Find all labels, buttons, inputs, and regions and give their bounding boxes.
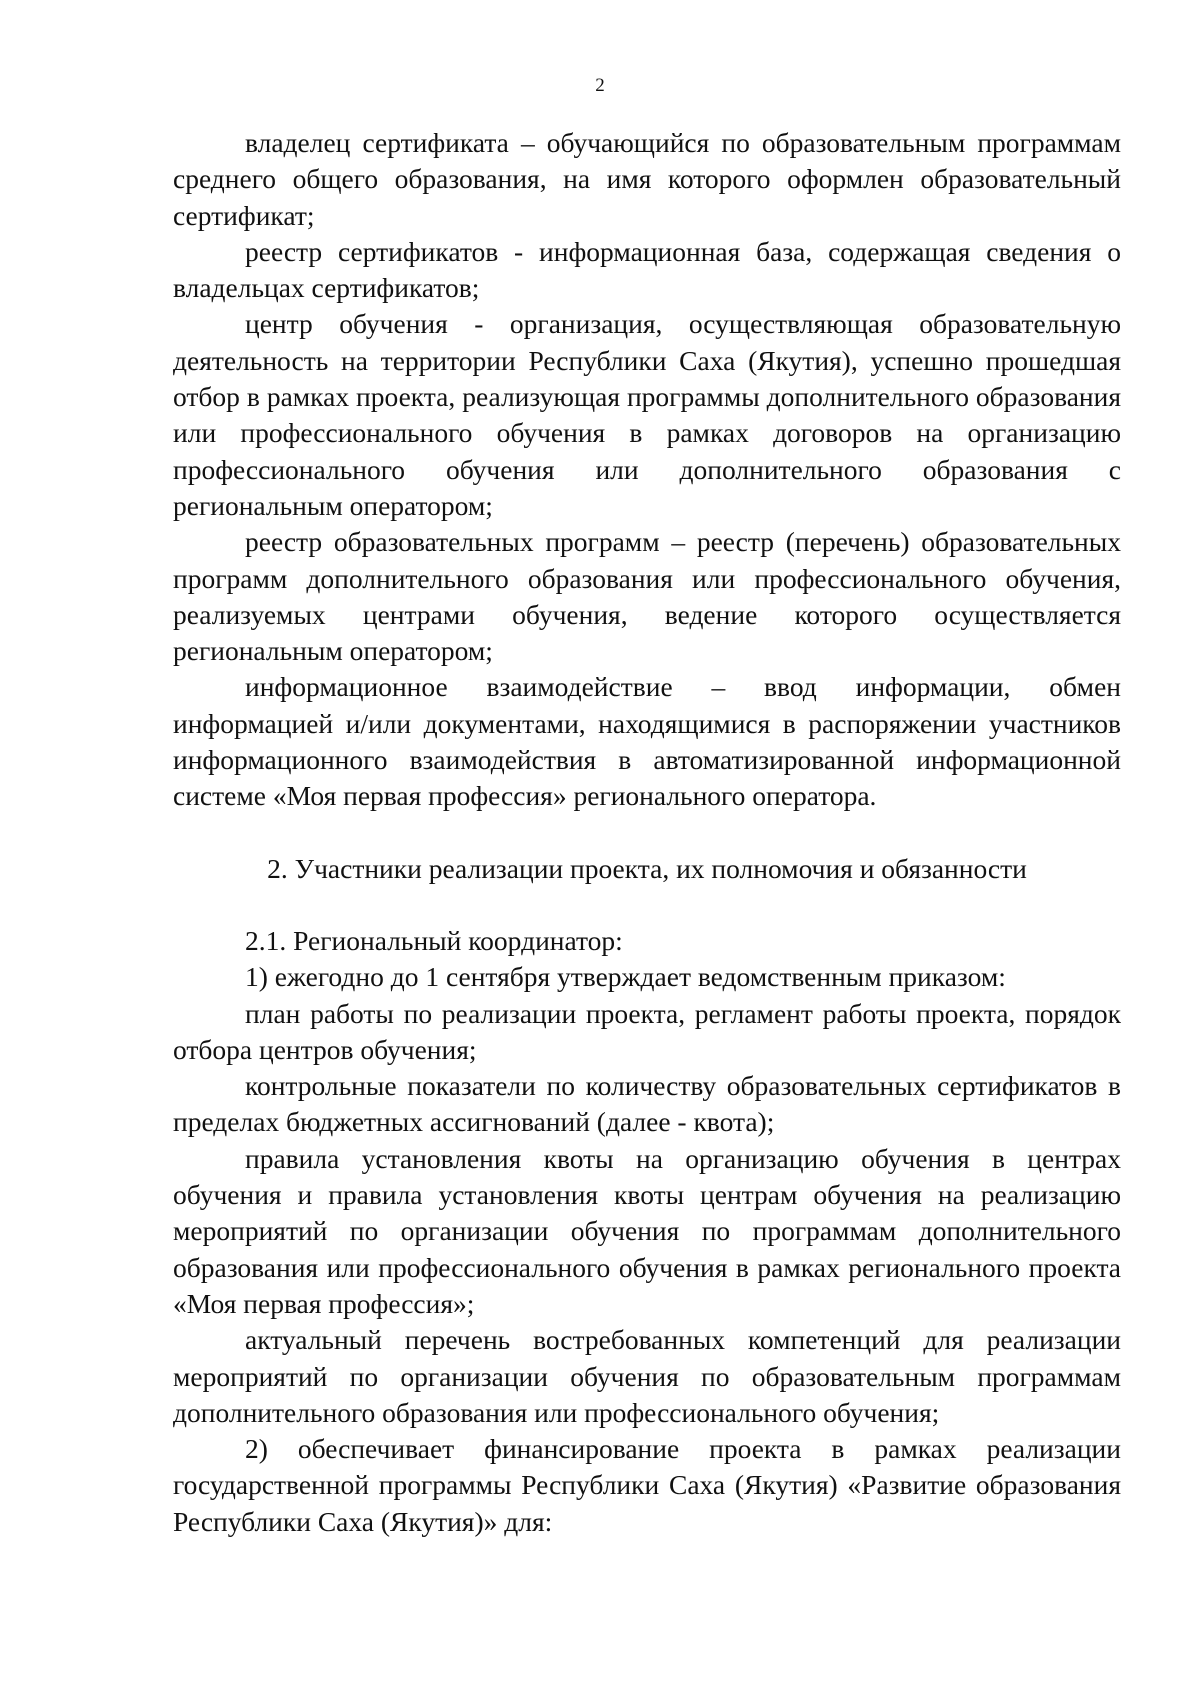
definition-program-registry: реестр образовательных программ – реестр (перечень) образовательных программ дополнительного образования или профессионального обучения, реализуемых центрами обучения, ведение которого осуществляется региональным оператором;: [173, 526, 1121, 667]
document-body: [173, 125, 1121, 1540]
clause-2-1: 2.1. Региональный координатор:: [245, 924, 623, 956]
page-number: 2: [595, 75, 605, 96]
definition-certificate-owner: владелец сертификата – обучающийся по образовательным программам среднего общего образования, на имя которого оформлен образовательный сертификат;: [173, 127, 1121, 231]
item-work-plan: план работы по реализации проекта, регламент работы проекта, порядок отбора центров обучения;: [173, 997, 1121, 1065]
definition-certificate-registry: реестр сертификатов - информационная база, содержащая сведения о владельцах сертификатов;: [173, 235, 1121, 304]
section-heading: 2. Участники реализации проекта, их полномочия и обязанности: [267, 852, 1027, 884]
definition-information-interaction: информационное взаимодействие – ввод информации, обмен информацией и/или документами, находящимися в распоряжении участников информационного взаимодействия в автоматизированной информационной системе «Моя первая профессия» регионального оператора.: [173, 671, 1121, 812]
clause-2-1-item-1: 1) ежегодно до 1 сентября утверждает ведомственным приказом:: [245, 961, 1006, 993]
item-control-indicators: контрольные показатели по количеству образовательных сертификатов в пределах бюджетных ассигнований (далее - квота);: [173, 1070, 1121, 1138]
definition-training-center: центр обучения - организация, осуществляющая образовательную деятельность на территории Республики Саха (Якутия), успешно прошедшая отбор в рамках проекта, реализующая программы дополнительного образования или профессионального обучения в рамках договоров на организацию профессионального обучения или дополнительного образования с региональным оператором;: [173, 308, 1121, 521]
clause-2-1-item-2: 2) обеспечивает финансирование проекта в рамках реализации государственной программы Республики Саха (Якутия) «Развитие образования Республики Саха (Якутия)» для:: [173, 1433, 1121, 1537]
item-quota-rules: правила установления квоты на организацию обучения в центрах обучения и правила установления квоты центрам обучения на реализацию мероприятий по организации обучения по программам дополнительного образования или профессионального обучения в рамках регионального проекта «Моя первая профессия»;: [173, 1142, 1121, 1319]
item-competency-list: актуальный перечень востребованных компетенций для реализации мероприятий по организации обучения по образовательным программам дополнительного образования или профессионального обучения;: [173, 1324, 1121, 1428]
